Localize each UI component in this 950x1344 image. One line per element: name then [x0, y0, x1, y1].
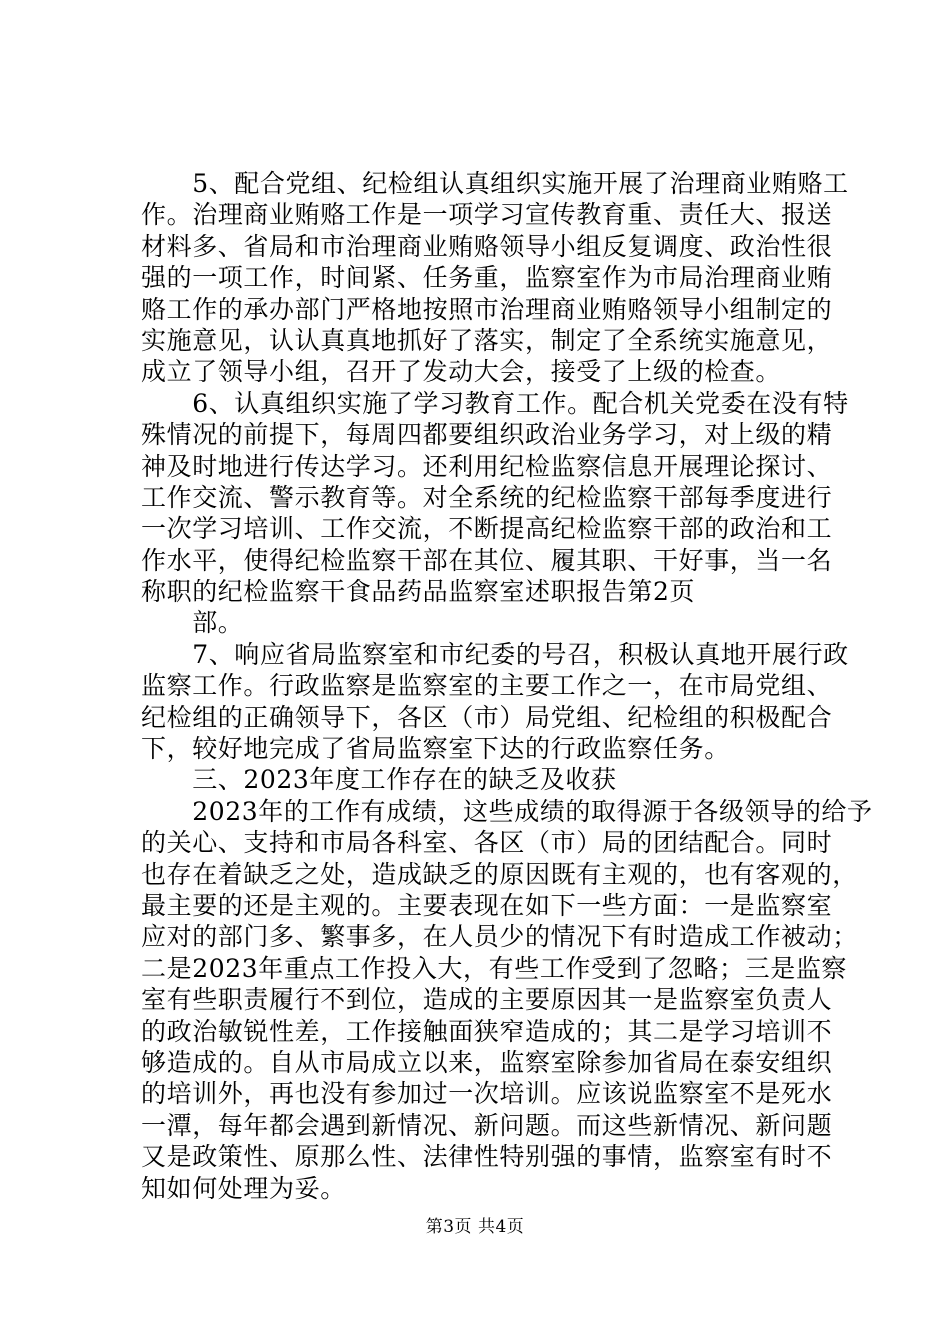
text-line: 2023年的工作有成绩，这些成绩的取得源于各级领导的给予 [141, 796, 873, 826]
text-line: 知如何处理为妥。 [141, 1173, 346, 1203]
text-line: 作。治理商业贿赂工作是一项学习宣传教育重、责任大、报送 [141, 200, 833, 230]
text-line: 6、认真组织实施了学习教育工作。配合机关党委在没有特 [141, 388, 849, 418]
section-heading: 三、2023年度工作存在的缺乏及收获 [141, 765, 617, 795]
text-line: 强的一项工作，时间紧、任务重，监察室作为市局治理商业贿 [141, 263, 833, 293]
text-line: 赂工作的承办部门严格地按照市治理商业贿赂领导小组制定的 [141, 294, 833, 324]
text-line: 也存在着缺乏之处，造成缺乏的原因既有主观的，也有客观的， [141, 859, 858, 889]
text-line: 最主要的还是主观的。主要表现在如下一些方面：一是监察室 [141, 890, 833, 920]
text-line: 实施意见，认认真真地抓好了落实，制定了全系统实施意见， [141, 325, 833, 355]
text-line: 神及时地进行传达学习。还利用纪检监察信息开展理论探讨、 [141, 451, 833, 481]
text-line: 作水平，使得纪检监察干部在其位、履其职、干好事，当一名 [141, 545, 833, 575]
text-line: 称职的纪检监察干食品药品监察室述职报告第2页 [141, 577, 696, 607]
text-line: 一潭，每年都会遇到新情况、新问题。而这些新情况、新问题 [141, 1110, 833, 1140]
text-line: 5、配合党组、纪检组认真组织实施开展了治理商业贿赂工 [141, 169, 849, 198]
text-line: 的政治敏锐性差，工作接触面狭窄造成的；其二是学习培训不 [141, 1016, 833, 1046]
text-line: 够造成的。自从市局成立以来，监察室除参加省局在泰安组织 [141, 1047, 833, 1077]
page-footer: 第3页 共4页 [425, 1217, 525, 1237]
text-line: 一次学习培训、工作交流，不断提高纪检监察干部的政治和工 [141, 514, 833, 544]
document-body [141, 168, 873, 1204]
text-line: 二是2023年重点工作投入大，有些工作受到了忽略；三是监察 [141, 953, 848, 983]
text-line: 部。 [141, 608, 244, 638]
text-line: 下，较好地完成了省局监察室下达的行政监察任务。 [141, 734, 730, 764]
text-line: 应对的部门多、繁事多，在人员少的情况下有时造成工作被动； [141, 922, 858, 952]
text-line: 殊情况的前提下，每周四都要组织政治业务学习，对上级的精 [141, 420, 833, 450]
text-line: 监察工作。行政监察是监察室的主要工作之一，在市局党组、 [141, 671, 833, 701]
text-line: 工作交流、警示教育等。对全系统的纪检监察干部每季度进行 [141, 482, 833, 512]
text-line: 材料多、省局和市治理商业贿赂领导小组反复调度、政治性很 [141, 231, 833, 261]
text-line: 成立了领导小组，召开了发动大会，接受了上级的检查。 [141, 357, 782, 387]
text-line: 又是政策性、原那么性、法律性特别强的事情，监察室有时不 [141, 1142, 833, 1172]
text-line: 室有些职责履行不到位，造成的主要原因其一是监察室负责人 [141, 985, 833, 1015]
text-line: 纪检组的正确领导下，各区（市）局党组、纪检组的积极配合 [141, 702, 833, 732]
text-line: 7、响应省局监察室和市纪委的号召，积极认真地开展行政 [141, 639, 849, 669]
text-line: 的培训外，再也没有参加过一次培训。应该说监察室不是死水 [141, 1079, 833, 1109]
text-line: 的关心、支持和市局各科室、各区（市）局的团结配合。同时 [141, 828, 833, 858]
